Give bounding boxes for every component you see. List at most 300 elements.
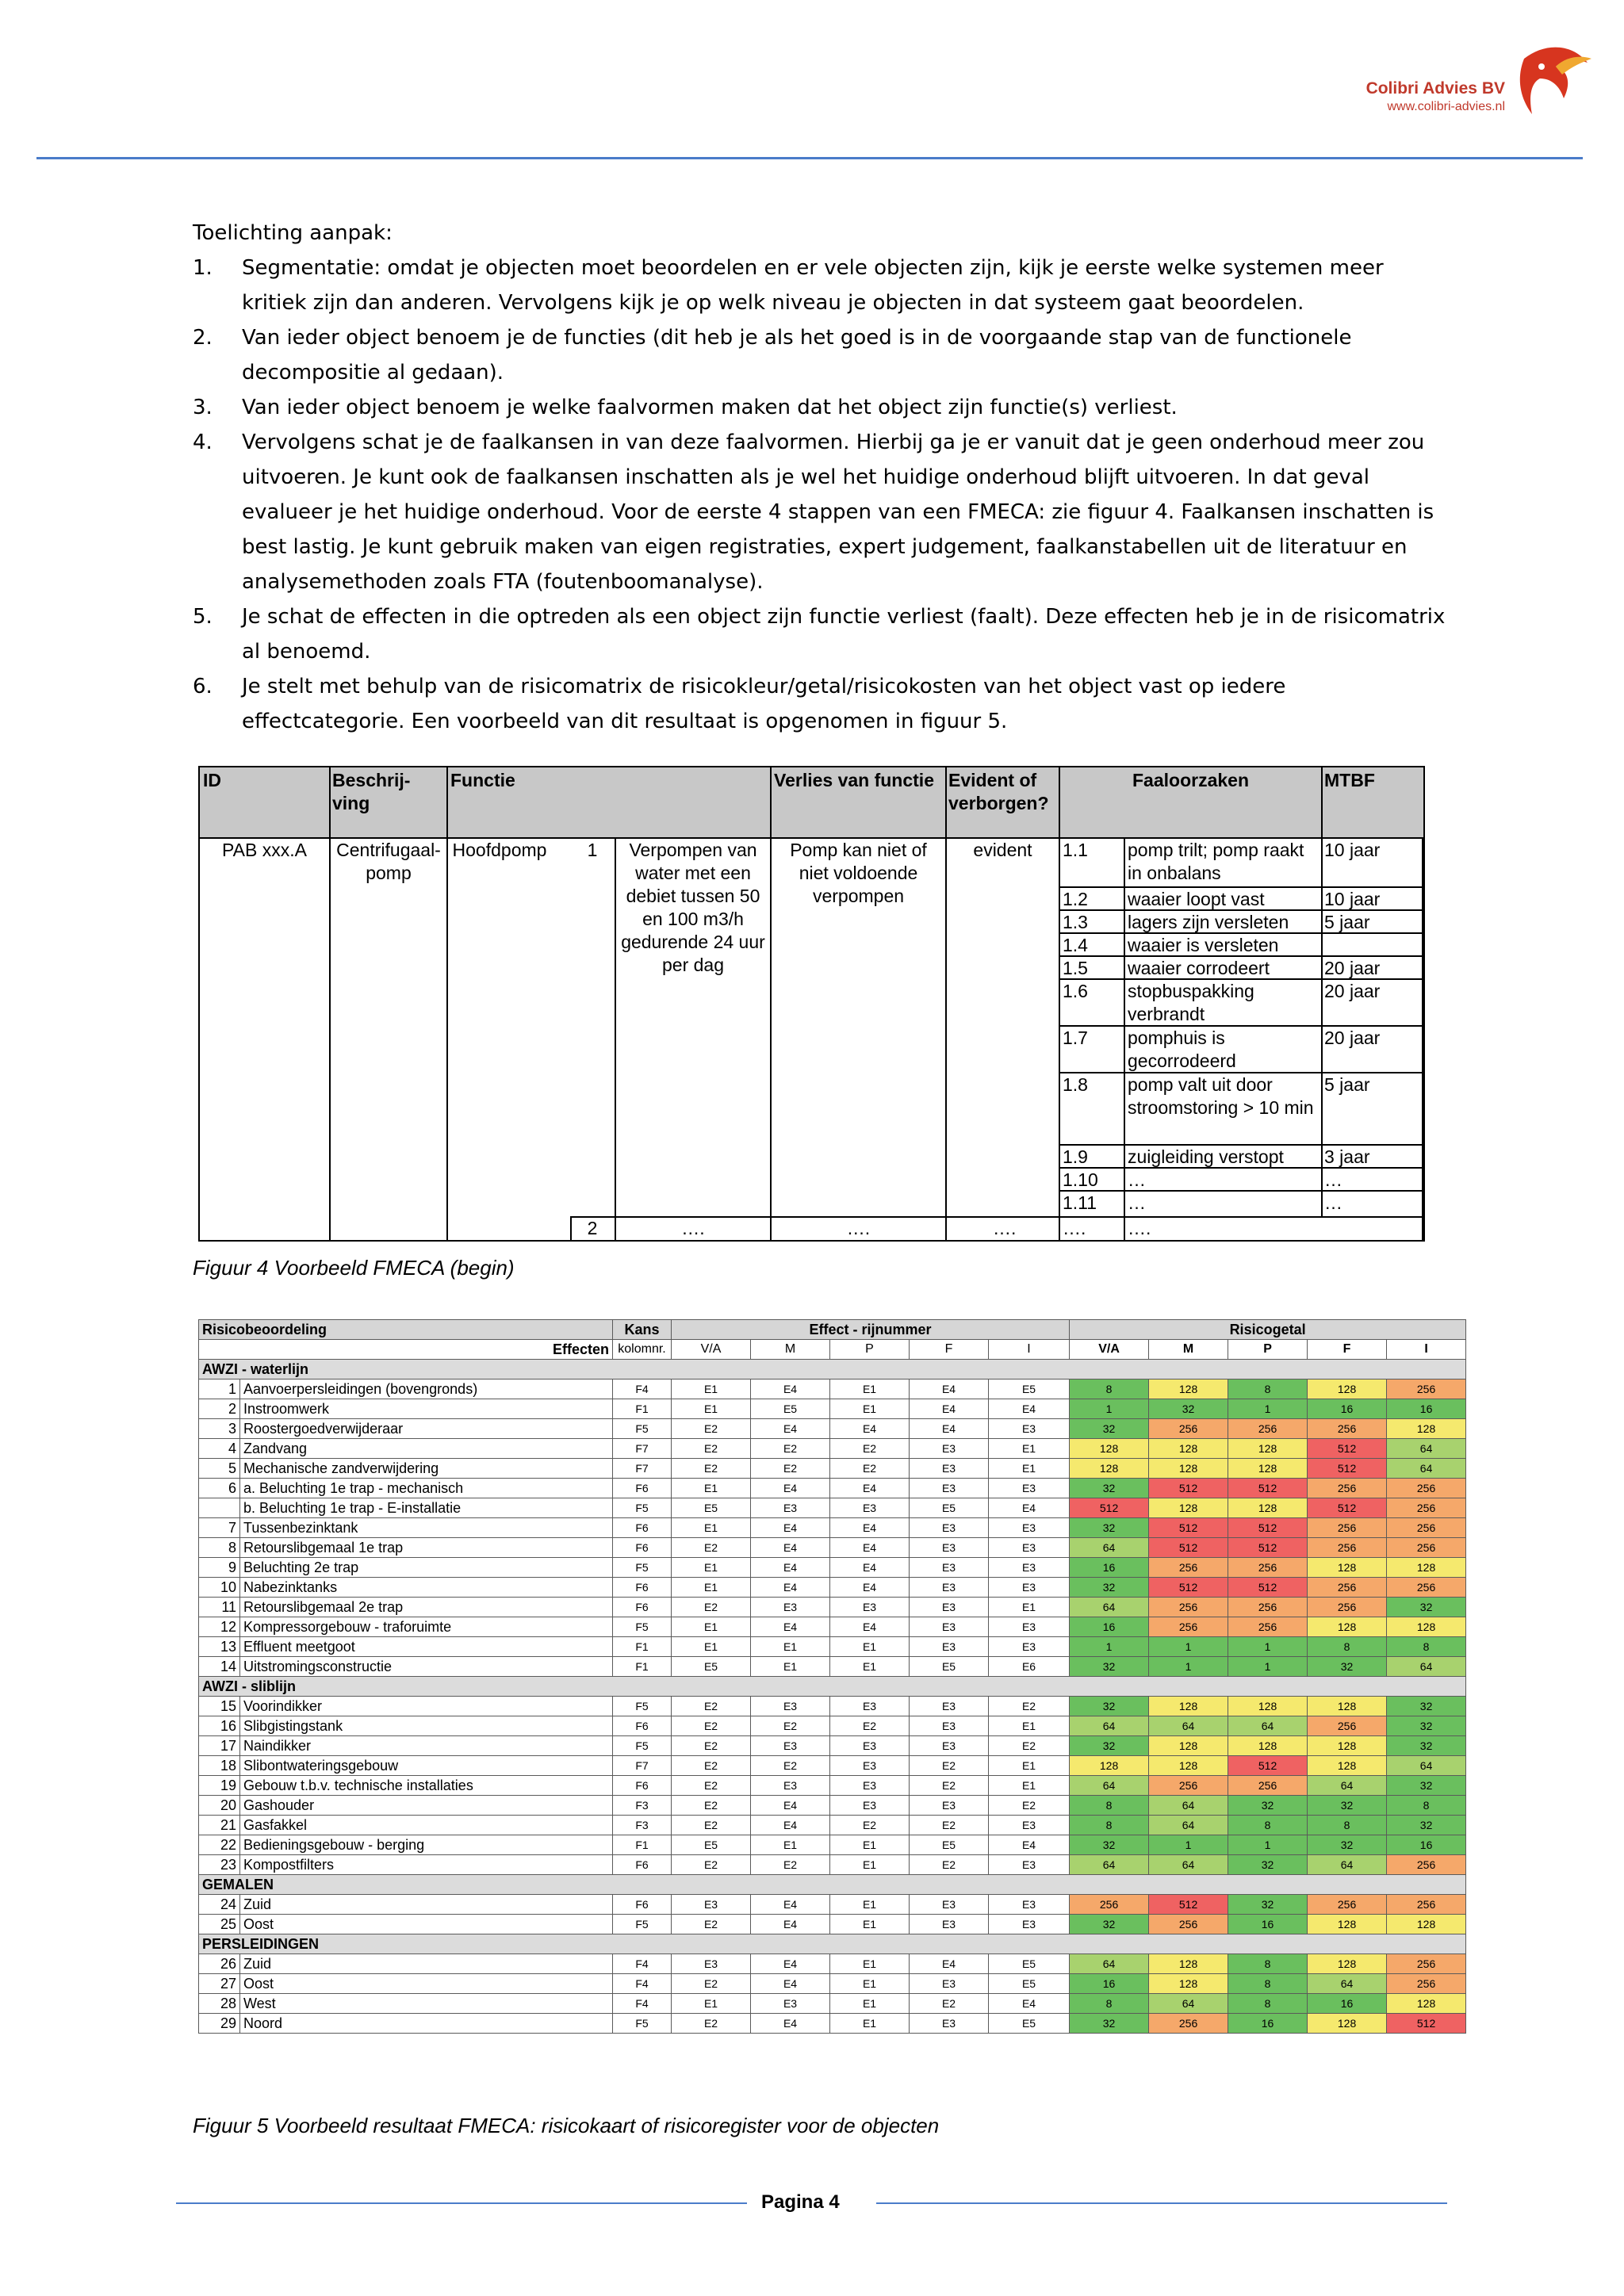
effect-value: E3 (830, 1776, 910, 1796)
object-name: Mechanische zandverwijdering (240, 1459, 613, 1479)
risk-value: 32 (1070, 2014, 1149, 2034)
risk-value: 64 (1387, 1459, 1466, 1479)
header-rcol: I (1387, 1340, 1466, 1360)
effect-value: E1 (672, 1637, 751, 1657)
risk-value: 8 (1228, 1994, 1308, 2014)
effect-value: E4 (751, 2014, 830, 2034)
header-rcol: M (1149, 1340, 1228, 1360)
risk-value: 256 (1387, 1895, 1466, 1915)
risk-value: 16 (1228, 1915, 1308, 1934)
row-number: 12 (199, 1617, 240, 1637)
table-row (199, 1974, 1466, 1994)
risk-value: 128 (1149, 1380, 1228, 1399)
object-name: Slibontwateringsgebouw (240, 1756, 613, 1776)
risk-value: 256 (1387, 1538, 1466, 1558)
row-functie-omschrijving: Verpompen van water met een debiet tussen 50 en 100 m3/h gedurende 24 uur per dag (621, 840, 765, 975)
effect-value: E3 (989, 1479, 1070, 1498)
risk-value: 128 (1149, 1459, 1228, 1479)
risk-value: 32 (1387, 1716, 1466, 1736)
risk-value: 512 (1149, 1518, 1228, 1538)
table-row (199, 1598, 1466, 1617)
object-name: Oost (240, 1915, 613, 1934)
cause-text: … (1128, 1169, 1146, 1190)
row-number: 8 (199, 1538, 240, 1558)
effect-value: E3 (672, 1954, 751, 1974)
risk-value: 1 (1149, 1637, 1228, 1657)
risk-value: 256 (1149, 1419, 1228, 1439)
risk-value: 128 (1308, 1736, 1387, 1756)
cause-mtbf: 10 jaar (1324, 889, 1381, 909)
risk-value: 1 (1070, 1399, 1149, 1419)
company-name: Colibri Advies BV (1365, 79, 1505, 98)
effect-value: E3 (989, 1578, 1070, 1598)
effect-value: E2 (751, 1756, 830, 1776)
cause-mtbf: 5 jaar (1324, 1074, 1370, 1095)
risk-value: 16 (1070, 1974, 1149, 1994)
item-text: Segmentatie: omdat je objecten moet beoordelen en er vele objecten zijn, kijk je eerste welke systemen meer kritiek zijn dan anderen. Vervolgens kijk je op welk niveau je objecten in dat systeem gaat beoordelen. (242, 256, 1384, 315)
header-verlies: Verlies van functie (774, 770, 934, 790)
footer-line-right (876, 2202, 1447, 2204)
item-number: 6. (193, 675, 213, 698)
cause-nr: 1.8 (1063, 1074, 1088, 1095)
risk-value: 512 (1228, 1578, 1308, 1598)
row-number: 1 (199, 1380, 240, 1399)
effect-value: E3 (989, 1558, 1070, 1578)
effect-value: E1 (672, 1994, 751, 2014)
effect-value: E1 (989, 1776, 1070, 1796)
effect-value: E1 (830, 1954, 910, 1974)
risk-value: 32 (1387, 1816, 1466, 1835)
object-name: Nabezinktanks (240, 1578, 613, 1598)
section-title: AWZI - waterlijn (199, 1360, 1466, 1380)
risk-value: 256 (1228, 1617, 1308, 1637)
row-number: 9 (199, 1558, 240, 1578)
risk-value: 128 (1308, 1380, 1387, 1399)
effect-value: E2 (672, 1419, 751, 1439)
risk-value: 512 (1149, 1538, 1228, 1558)
header-evident: Evident of verborgen? (948, 770, 1049, 813)
risk-value: 128 (1149, 1756, 1228, 1776)
risk-value: 64 (1387, 1756, 1466, 1776)
risk-value: 64 (1308, 1855, 1387, 1875)
effect-value: E1 (830, 1657, 910, 1677)
effect-value: E3 (989, 1855, 1070, 1875)
table-subheader-row (199, 1340, 1466, 1360)
row2-cause-text: …. (1128, 1218, 1151, 1238)
risk-value: 8 (1308, 1816, 1387, 1835)
object-name: Naindikker (240, 1736, 613, 1756)
header-id: ID (203, 770, 221, 790)
effect-value: E3 (910, 1598, 989, 1617)
cause-text: lagers zijn versleten (1128, 912, 1289, 932)
section-row (199, 1360, 1466, 1380)
table-row (199, 1835, 1466, 1855)
effect-value: E4 (751, 1816, 830, 1835)
kans-value: F6 (613, 1895, 672, 1915)
row-number: 4 (199, 1439, 240, 1459)
effect-value: E4 (830, 1518, 910, 1538)
object-name: Voorindikker (240, 1697, 613, 1716)
risk-value: 128 (1149, 1974, 1228, 1994)
cause-nr: 1.6 (1063, 981, 1088, 1001)
risk-value: 128 (1387, 1915, 1466, 1934)
object-name: Bedieningsgebouw - berging (240, 1835, 613, 1855)
effect-value: E3 (989, 1419, 1070, 1439)
effect-value: E3 (910, 1459, 989, 1479)
object-name: Gashouder (240, 1796, 613, 1816)
section-title: AWZI - sliblijn (199, 1677, 1466, 1697)
risk-value: 32 (1070, 1518, 1149, 1538)
effect-value: E4 (751, 1518, 830, 1538)
kans-value: F5 (613, 1558, 672, 1578)
fmeca-table (198, 766, 1425, 1242)
effect-value: E4 (910, 1380, 989, 1399)
effect-value: E2 (672, 1816, 751, 1835)
table-row (199, 1776, 1466, 1796)
effect-value: E4 (910, 1399, 989, 1419)
object-name: Instroomwerk (240, 1399, 613, 1419)
kans-value: F1 (613, 1399, 672, 1419)
risk-value: 64 (1070, 1598, 1149, 1617)
risk-value: 256 (1387, 1974, 1466, 1994)
risk-value: 128 (1149, 1954, 1228, 1974)
risk-value: 16 (1308, 1994, 1387, 2014)
risk-value: 1 (1149, 1657, 1228, 1677)
risk-value: 128 (1070, 1439, 1149, 1459)
header-risicobeoordeling: Risicobeoordeling (199, 1320, 613, 1340)
effect-value: E4 (910, 1954, 989, 1974)
risk-value: 256 (1308, 1598, 1387, 1617)
row-number: 29 (199, 2014, 240, 2034)
colibri-bird-icon (1508, 35, 1595, 122)
risk-value: 256 (1228, 1558, 1308, 1578)
risk-value: 32 (1070, 1915, 1149, 1934)
effect-value: E3 (910, 1895, 989, 1915)
effect-value: E1 (989, 1598, 1070, 1617)
section-row (199, 1934, 1466, 1954)
table-row (199, 1578, 1466, 1598)
effect-value: E1 (989, 1716, 1070, 1736)
table-row (199, 1657, 1466, 1677)
risk-value: 128 (1387, 1994, 1466, 2014)
effect-value: E4 (751, 1558, 830, 1578)
effect-value: E2 (830, 1439, 910, 1459)
effect-value: E3 (910, 1518, 989, 1538)
table-row (199, 1558, 1466, 1578)
row-number: 16 (199, 1716, 240, 1736)
table-row (199, 1538, 1466, 1558)
risk-value: 256 (1149, 1598, 1228, 1617)
effect-value: E1 (830, 1399, 910, 1419)
effect-value: E2 (910, 1855, 989, 1875)
item-number: 4. (193, 430, 213, 454)
risk-value: 64 (1308, 1776, 1387, 1796)
object-name: Zandvang (240, 1439, 613, 1459)
effect-value: E3 (830, 1598, 910, 1617)
effect-value: E2 (751, 1439, 830, 1459)
row-number: 6 (199, 1479, 240, 1498)
effect-value: E3 (751, 1736, 830, 1756)
object-name: Kompostfilters (240, 1855, 613, 1875)
effect-value: E3 (989, 1538, 1070, 1558)
risk-value: 16 (1070, 1558, 1149, 1578)
risk-value: 8 (1228, 1954, 1308, 1974)
risk-value: 8 (1070, 1380, 1149, 1399)
effect-value: E5 (910, 1835, 989, 1855)
effect-value: E2 (672, 2014, 751, 2034)
risk-value: 32 (1308, 1796, 1387, 1816)
header-col: P (830, 1340, 910, 1360)
effect-value: E2 (751, 1855, 830, 1875)
risk-value: 8 (1070, 1816, 1149, 1835)
table-row (199, 1954, 1466, 1974)
object-name: Uitstromingsconstructie (240, 1657, 613, 1677)
effect-value: E3 (910, 1637, 989, 1657)
risk-value: 256 (1149, 2014, 1228, 2034)
risk-value: 1 (1228, 1399, 1308, 1419)
risk-value: 512 (1228, 1479, 1308, 1498)
cause-mtbf: 5 jaar (1324, 912, 1370, 932)
table-row (199, 1697, 1466, 1716)
row-number: 5 (199, 1459, 240, 1479)
header-divider (36, 157, 1583, 159)
effect-value: E2 (672, 1756, 751, 1776)
row-number: 28 (199, 1994, 240, 2014)
risk-value: 128 (1228, 1736, 1308, 1756)
risk-value: 64 (1149, 1716, 1228, 1736)
risk-value: 128 (1308, 1617, 1387, 1637)
row-number: 22 (199, 1835, 240, 1855)
risk-value: 128 (1228, 1697, 1308, 1716)
effect-value: E1 (672, 1558, 751, 1578)
risk-value: 32 (1070, 1657, 1149, 1677)
table-row (199, 1756, 1466, 1776)
risk-value: 64 (1070, 1954, 1149, 1974)
effect-value: E5 (989, 1380, 1070, 1399)
effect-value: E3 (989, 1617, 1070, 1637)
risk-value: 32 (1149, 1399, 1228, 1419)
cause-nr: 1.5 (1063, 958, 1088, 978)
item-text: Je stelt met behulp van de risicomatrix de risicokleur/getal/risicokosten van het object vast op iedere effectcategorie. Een voorbeeld van dit resultaat is opgenomen in figuur 5. (242, 675, 1286, 733)
risk-value: 32 (1070, 1419, 1149, 1439)
section-title: GEMALEN (199, 1875, 1466, 1895)
effect-value: E4 (751, 1895, 830, 1915)
effect-value: E2 (910, 1816, 989, 1835)
kans-value: F4 (613, 1994, 672, 2014)
page-number: Pagina 4 (761, 2191, 840, 2213)
effect-value: E2 (751, 1459, 830, 1479)
cause-mtbf: … (1324, 1192, 1342, 1213)
kans-value: F1 (613, 1637, 672, 1657)
object-name: Zuid (240, 1895, 613, 1915)
effect-value: E2 (672, 1697, 751, 1716)
section-row (199, 1677, 1466, 1697)
risk-value: 256 (1387, 1578, 1466, 1598)
cause-nr: 1.9 (1063, 1146, 1088, 1167)
risk-value: 1 (1149, 1835, 1228, 1855)
object-name: West (240, 1994, 613, 2014)
effect-value: E3 (910, 1796, 989, 1816)
effect-value: E4 (830, 1558, 910, 1578)
kans-value: F1 (613, 1835, 672, 1855)
header-effect: Effect - rijnummer (672, 1320, 1070, 1340)
effect-value: E4 (751, 1796, 830, 1816)
table-row (199, 1617, 1466, 1637)
risk-value: 512 (1308, 1459, 1387, 1479)
table-row (199, 1855, 1466, 1875)
kans-value: F6 (613, 1538, 672, 1558)
kans-value: F3 (613, 1796, 672, 1816)
row-number (199, 1498, 240, 1518)
kans-value: F4 (613, 1380, 672, 1399)
row2-verlies: …. (846, 1218, 871, 1238)
effect-value: E3 (751, 1994, 830, 2014)
cause-text: zuigleiding verstopt (1128, 1146, 1284, 1167)
figure-5-caption: Figuur 5 Voorbeeld resultaat FMECA: risicokaart of risicoregister voor de objecten (193, 2114, 940, 2137)
cause-text: pomp trilt; pomp raakt in onbalans (1128, 840, 1304, 883)
risk-value: 128 (1308, 2014, 1387, 2034)
risk-value: 32 (1387, 1776, 1466, 1796)
effect-value: E1 (751, 1637, 830, 1657)
effect-value: E2 (672, 1736, 751, 1756)
risk-register-table (198, 1319, 1466, 2034)
object-name: Slibgistingstank (240, 1716, 613, 1736)
intro-item (193, 669, 1446, 739)
effect-value: E5 (672, 1498, 751, 1518)
risk-table-body (199, 1320, 1466, 2034)
effect-value: E2 (989, 1697, 1070, 1716)
table-row (199, 1380, 1466, 1399)
risk-value: 256 (1387, 1855, 1466, 1875)
risk-value: 256 (1308, 1578, 1387, 1598)
risk-value: 256 (1070, 1895, 1149, 1915)
risk-value: 32 (1070, 1697, 1149, 1716)
row-verlies: Pomp kan niet of niet voldoende verpompen (790, 840, 927, 906)
row-beschrijving: Centrifugaal- pomp (336, 840, 441, 883)
row-functie-naam: Hoofdpomp (452, 840, 547, 860)
effect-value: E3 (830, 1697, 910, 1716)
effect-value: E5 (989, 2014, 1070, 2034)
effect-value: E5 (989, 1974, 1070, 1994)
header-col: M (751, 1340, 830, 1360)
effect-value: E4 (751, 1380, 830, 1399)
kans-value: F5 (613, 1736, 672, 1756)
effect-value: E1 (989, 1756, 1070, 1776)
risk-value: 256 (1308, 1538, 1387, 1558)
risk-value: 256 (1228, 1776, 1308, 1796)
effect-value: E6 (989, 1657, 1070, 1677)
risk-value: 256 (1387, 1479, 1466, 1498)
kans-value: F5 (613, 1697, 672, 1716)
kans-value: F4 (613, 1954, 672, 1974)
figure-4-caption: Figuur 4 Voorbeeld FMECA (begin) (193, 1256, 515, 1280)
object-name: Retourslibgemaal 2e trap (240, 1598, 613, 1617)
effect-value: E3 (910, 1736, 989, 1756)
effect-value: E1 (672, 1578, 751, 1598)
risk-value: 128 (1070, 1459, 1149, 1479)
item-number: 2. (193, 326, 213, 350)
table-row (199, 1994, 1466, 2014)
effect-value: E1 (830, 1994, 910, 2014)
effect-value: E2 (910, 1776, 989, 1796)
row-number: 14 (199, 1657, 240, 1677)
risk-value: 512 (1387, 2014, 1466, 2034)
intro-title: Toelichting aanpak: (193, 221, 393, 245)
effect-value: E1 (830, 1974, 910, 1994)
risk-value: 16 (1228, 2014, 1308, 2034)
risk-value: 256 (1149, 1558, 1228, 1578)
risk-value: 8 (1308, 1637, 1387, 1657)
risk-value: 64 (1149, 1994, 1228, 2014)
effect-value: E3 (989, 1895, 1070, 1915)
risk-value: 32 (1387, 1736, 1466, 1756)
risk-value: 256 (1387, 1954, 1466, 1974)
row-number: 19 (199, 1776, 240, 1796)
table-row (199, 1796, 1466, 1816)
object-name: Gebouw t.b.v. technische installaties (240, 1776, 613, 1796)
risk-value: 8 (1070, 1796, 1149, 1816)
intro-list (193, 251, 1446, 739)
cause-nr: 1.2 (1063, 889, 1088, 909)
cause-mtbf: 10 jaar (1324, 840, 1381, 860)
risk-value: 256 (1387, 1518, 1466, 1538)
table-row (199, 1915, 1466, 1934)
table-row (199, 2014, 1466, 2034)
table-row (199, 1895, 1466, 1915)
row2-nr: 2 (587, 1218, 598, 1238)
kans-value: F6 (613, 1598, 672, 1617)
risk-value: 64 (1149, 1816, 1228, 1835)
risk-value: 128 (1228, 1439, 1308, 1459)
row2-evident: …. (993, 1218, 1017, 1238)
effect-value: E3 (910, 1538, 989, 1558)
kans-value: F5 (613, 1498, 672, 1518)
effect-value: E4 (830, 1538, 910, 1558)
row-evident: evident (973, 840, 1032, 860)
effect-value: E3 (910, 1915, 989, 1934)
header-kans: Kans (613, 1320, 672, 1340)
risk-value: 64 (1149, 1796, 1228, 1816)
risk-value: 128 (1149, 1736, 1228, 1756)
risk-value: 8 (1387, 1796, 1466, 1816)
cause-nr: 1.10 (1063, 1169, 1098, 1190)
risk-value: 256 (1149, 1776, 1228, 1796)
effect-value: E1 (672, 1479, 751, 1498)
risk-value: 64 (1070, 1776, 1149, 1796)
cause-text: … (1128, 1192, 1146, 1213)
cause-nr: 1.11 (1063, 1192, 1097, 1213)
effect-value: E2 (672, 1598, 751, 1617)
risk-value: 8 (1228, 1380, 1308, 1399)
effect-value: E2 (672, 1974, 751, 1994)
effect-value: E3 (830, 1736, 910, 1756)
effect-value: E2 (830, 1459, 910, 1479)
row-number: 24 (199, 1895, 240, 1915)
risk-value: 256 (1228, 1419, 1308, 1439)
effect-value: E1 (989, 1439, 1070, 1459)
effect-value: E1 (672, 1518, 751, 1538)
risk-value: 512 (1228, 1518, 1308, 1538)
risk-value: 32 (1308, 1835, 1387, 1855)
effect-value: E4 (751, 1954, 830, 1974)
effect-value: E2 (672, 1538, 751, 1558)
risk-value: 32 (1387, 1598, 1466, 1617)
object-name: Beluchting 2e trap (240, 1558, 613, 1578)
cause-nr: 1.7 (1063, 1027, 1088, 1048)
risk-value: 32 (1228, 1895, 1308, 1915)
kans-value: F1 (613, 1657, 672, 1677)
row-id: PAB xxx.A (222, 840, 307, 860)
